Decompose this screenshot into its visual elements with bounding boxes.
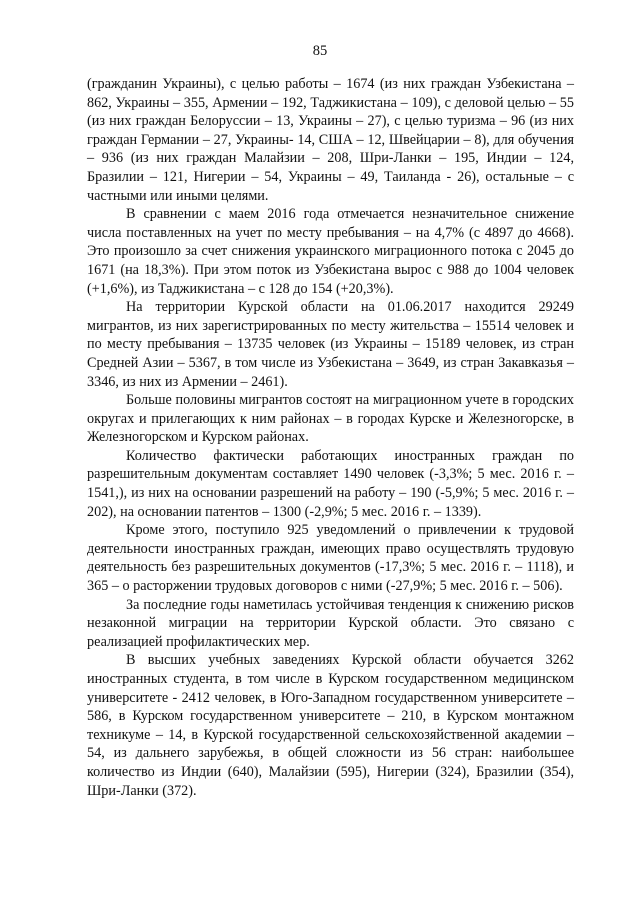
page-number: 85 xyxy=(312,43,328,59)
document-body xyxy=(87,75,574,800)
paragraph-registration-comparison: В сравнении с маем 2016 года отмечается незначительное снижение числа поставленных на учет по месту пребывания – на 4,7% (с 4897 до 4668). Это произошло за счет снижения украинского миграционного потока с 2045 до 1671 (на 18,3%). При этом поток из Узбекистана вырос с 988 до 1004 человек (+1,6%), из Таджикистана – с 128 до 154 (+20,3%). xyxy=(87,206,574,297)
paragraph-migrant-count: На территории Курской области на 01.06.2017 находится 29249 мигрантов, из них зарегистрированных по месту жительства – 15514 человек и по месту пребывания – 13735 человек (из Украины – 15189 человек, из стран Средней Азии – 5367, в том числе из Узбекистана – 3649, из стран Закавказья – 3346, из них из Армении – 2461). xyxy=(87,299,574,390)
paragraph-migrant-distribution: Больше половины мигрантов состоят на миграционном учете в городских округах и прилегающих к ним районах – в городах Курске и Железногорске, в Железногорском и Курском районах. xyxy=(87,392,574,446)
paragraph-notifications: Кроме этого, поступило 925 уведомлений о привлечении к трудовой деятельности иностранных граждан, имеющих право осуществлять трудовую деятельность без разрешительных документов (-17,3%; 5 мес. 2016 г. – 1118), и 365 – о расторжении трудовых договоров с ними (-27,9%; 5 мес. 2016 г. – 506). xyxy=(87,522,574,595)
paragraph-foreign-students: В высших учебных заведениях Курской области обучается 3262 иностранных студента, в том числе в Курском государственном медицинском университете - 2412 человек, в Юго-Западном государственном университете – 586, в Курском государственном университете – 210, в Курском монтажном техникуме – 14, в Курской государственной сельскохозяйственной академии – 54, из дальнего зарубежья, в общей сложности из 56 стран: наибольшее количество из Индии (640), Малайзии (595), Нигерии (324), Бразилии (354), Шри-Ланки (372). xyxy=(87,652,574,799)
paragraph-illegal-migration-trend: За последние годы наметилась устойчивая тенденция к снижению рисков незаконной миграции на территории Курской области. Это связано с реализацией профилактических мер. xyxy=(87,596,574,650)
paragraph-working-foreigners: Количество фактически работающих иностранных граждан по разрешительным документам составляет 1490 человек (-3,3%; 5 мес. 2016 г. – 1541,), из них на основании разрешений на работу – 190 (-5,9%; 5 мес. 2016 г. – 202), на основании патентов – 1300 (-2,9%; 5 мес. 2016 г. – 1339). xyxy=(87,447,574,520)
paragraph-continuation: (гражданин Украины), с целью работы – 1674 (из них граждан Узбекистана – 862, Украины – 355, Армении – 192, Таджикистана – 109), с деловой целью – 55 (из них граждан Белоруссии – 13, Украины – 27), с целью туризма – 96 (из них граждан Германии – 27, Украины- 14, США – 12, Швейцарии – 8), для обучения – 936 (из них граждан Малайзии – 208, Шри-Ланки – 195, Индии – 124, Бразилии – 121, Нигерии – 54, Украины – 49, Таиланда - 26), остальные – с частными или иными целями. xyxy=(87,76,574,204)
